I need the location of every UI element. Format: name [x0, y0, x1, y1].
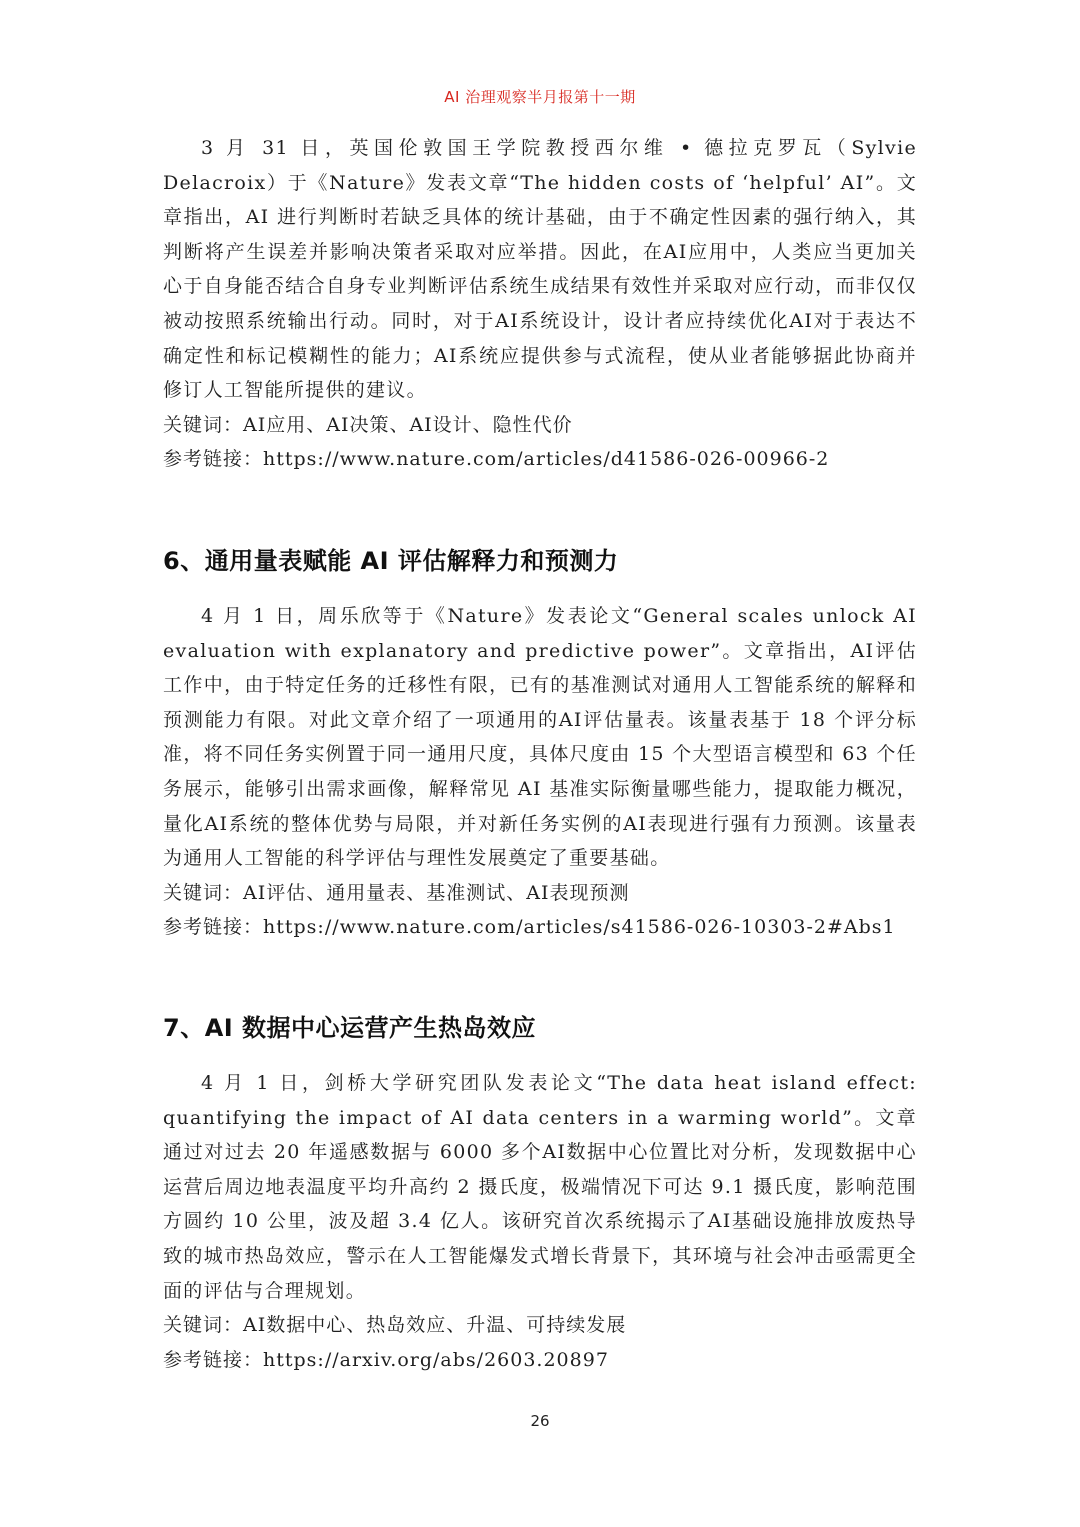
- page-number: 26: [530, 1412, 550, 1430]
- section-block: [163, 1066, 917, 1377]
- reference-link[interactable]: 参考链接：https://arxiv.org/abs/2603.20897: [163, 1348, 609, 1371]
- keywords-line: 关键词：AI应用、AI决策、AI设计、隐性代价: [163, 413, 573, 436]
- article-paragraph: 3 月 31 日，英国伦敦国王学院教授西尔维 • 德拉克罗瓦（Sylvie Delacroix）于《Nature》发表文章“The hidden costs of ‘helpful’ AI”。文章指出，AI 进行判断时若缺乏具体的统计基础，由于不确定性因素的强行纳入，其判断将产生误差并影响决策者采取对应举措。因此，在AI应用中，人类应当更加关心于自身能否结合自身专业判断评估系统生成结果有效性并采取对应行动，而非仅仅被动按照系统输出行动。同时，对于AI系统设计，设计者应持续优化AI对于表达不确定性和标记模糊性的能力；AI系统应提供参与式流程，使从业者能够据此协商并修订人工智能所提供的建议。: [163, 137, 917, 402]
- section-heading: 7、AI 数据中心运营产生热岛效应: [163, 1014, 537, 1042]
- section-block: [163, 599, 917, 945]
- article-paragraph: 4 月 1 日，周乐欣等于《Nature》发表论文“General scales unlock AI evaluation with explanatory and predictive power”。文章指出，AI评估工作中，由于特定任务的迁移性有限，已有的基准测试对通用人工智能系统的解释和预测能力有限。对此文章介绍了一项通用的AI评估量表。该量表基于 18 个评分标准，将不同任务实例置于同一通用尺度，具体尺度由 15 个大型语言模型和 63 个任务展示，能够引出需求画像，解释常见 AI 基准实际衡量哪些能力，提取能力概况，量化AI系统的整体优势与局限，并对新任务实例的AI表现进行强有力预测。该量表为通用人工智能的科学评估与理性发展奠定了重要基础。: [163, 605, 917, 870]
- section-block: [163, 131, 917, 477]
- keywords-line: 关键词：AI数据中心、热岛效应、升温、可持续发展: [163, 1314, 627, 1337]
- article-paragraph: 4 月 1 日，剑桥大学研究团队发表论文“The data heat island effect: quantifying the impact of AI data centers in a warming world”。文章通过对过去 20 年遥感数据与 6000 多个AI数据中心位置比对分析，发现数据中心运营后周边地表温度平均升高约 2 摄氏度，极端情况下可达 9.1 摄氏度，影响范围方圆约 10 公里，波及超 3.4 亿人。该研究首次系统揭示了AI基础设施排放废热导致的城市热岛效应，警示在人工智能爆发式增长背景下，其环境与社会冲击亟需更全面的评估与合理规划。: [163, 1072, 917, 1302]
- running-header: AI 治理观察半月报第十一期: [444, 88, 636, 106]
- reference-link[interactable]: 参考链接：https://www.nature.com/articles/s41586-026-10303-2#Abs1: [163, 916, 896, 939]
- section-heading: 6、通用量表赋能 AI 评估解释力和预测力: [163, 547, 619, 575]
- keywords-line: 关键词：AI评估、通用量表、基准测试、AI表现预测: [163, 881, 630, 904]
- reference-link[interactable]: 参考链接：https://www.nature.com/articles/d41586-026-00966-2: [163, 448, 830, 471]
